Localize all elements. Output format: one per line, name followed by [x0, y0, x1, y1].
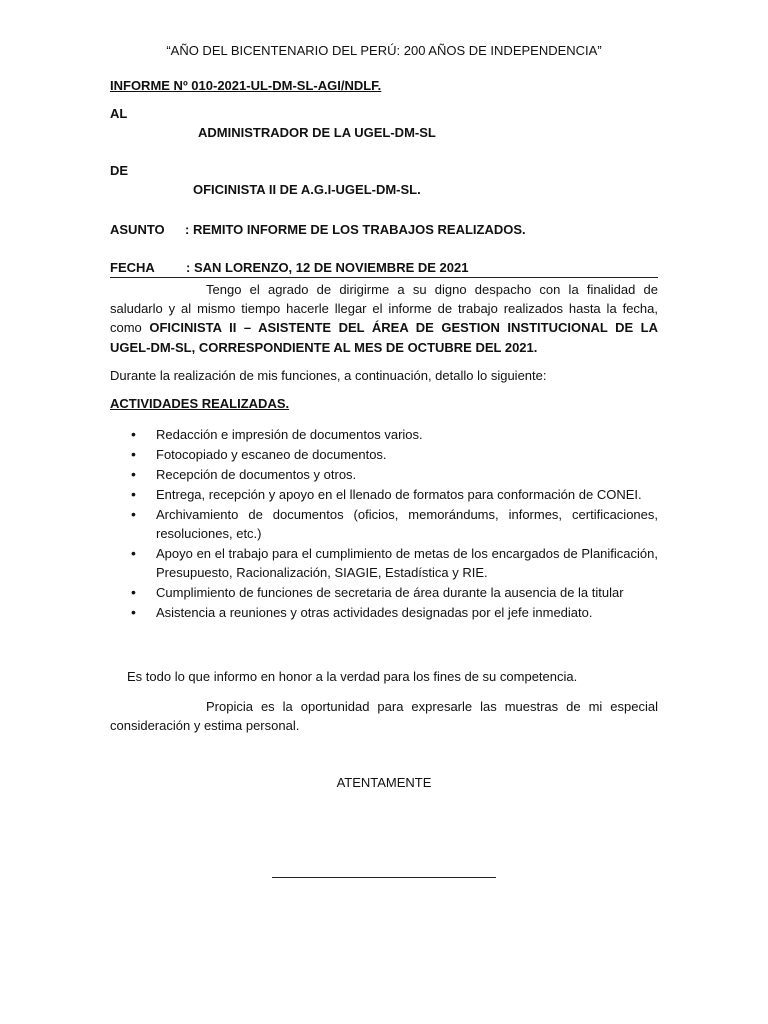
sign-off: ATENTAMENTE — [336, 775, 432, 790]
activity-text: Recepción de documentos y otros. — [156, 467, 357, 482]
date-value: : SAN LORENZO, 12 DE NOVIEMBRE DE 2021 — [186, 260, 469, 275]
activity-text: Asistencia a reuniones y otras actividades designadas por el jefe inmediato. — [156, 605, 593, 620]
from-label: DE — [110, 163, 129, 178]
activity-text: Archivamiento de documentos (oficios, memorándums, informes, certificaciones, resoluciones, etc.) — [156, 507, 658, 541]
activity-item — [110, 544, 658, 582]
closing-paragraph: Propicia es la oportunidad para expresarle las muestras de mi especial consideración y estima personal. — [110, 699, 658, 734]
report-number: INFORME Nº 010-2021-UL-DM-SL-AGI/NDLF. — [110, 78, 382, 93]
to-label: AL — [110, 106, 128, 121]
activity-item — [110, 485, 658, 504]
activity-text: Cumplimiento de funciones de secretaria de área durante la ausencia de la titular — [156, 585, 624, 600]
activity-text: Fotocopiado y escaneo de documentos. — [156, 447, 387, 462]
detail-line: Durante la realización de mis funciones, a continuación, detallo lo siguiente: — [110, 368, 547, 383]
activity-text: Entrega, recepción y apoyo en el llenado de formatos para conformación de CONEI. — [156, 487, 642, 502]
subject-label: ASUNTO — [110, 222, 165, 237]
activity-item — [110, 603, 658, 622]
intro-bold-text: OFICINISTA II – ASISTENTE DEL ÁREA DE GESTION INSTITUCIONAL DE LA UGEL-DM-SL, CORRESPONDIENTE AL MES DE OCTUBRE DEL 2021. — [110, 320, 658, 355]
activity-item — [110, 505, 658, 543]
intro-text: Tengo el agrado de dirigirme a su digno despacho con la finalidad de saludarlo y al mismo tiempo hacerle llegar el informe de trabajo realizados hasta la fecha, como — [110, 282, 658, 336]
bullet-icon: • — [131, 426, 136, 442]
bullet-icon: • — [131, 604, 136, 620]
bullet-icon: • — [131, 506, 136, 522]
signature-line — [272, 877, 496, 878]
bullet-icon: • — [131, 466, 136, 482]
bullet-icon: • — [131, 545, 136, 561]
subject-value: : REMITO INFORME DE LOS TRABAJOS REALIZADOS. — [185, 222, 526, 237]
activity-item — [110, 583, 658, 602]
date-label: FECHA — [110, 260, 155, 275]
to-value: ADMINISTRADOR DE LA UGEL-DM-SL — [198, 125, 436, 140]
header-divider — [110, 277, 658, 278]
activity-item — [110, 465, 658, 484]
year-motto: “AÑO DEL BICENTENARIO DEL PERÚ: 200 AÑOS DE INDEPENDENCIA” — [166, 43, 602, 58]
bullet-icon: • — [131, 446, 136, 462]
activity-text: Apoyo en el trabajo para el cumplimiento de metas de los encargados de Planificación, Presupuesto, Racionalización, SIAGIE, Estadística y RIE. — [156, 546, 658, 580]
activities-list — [110, 425, 658, 623]
bullet-icon: • — [131, 486, 136, 502]
activities-heading: ACTIVIDADES REALIZADAS. — [110, 396, 290, 411]
intro-paragraph — [110, 280, 658, 357]
bullet-icon: • — [131, 584, 136, 600]
activity-text: Redacción e impresión de documentos varios. — [156, 427, 423, 442]
from-value: OFICINISTA II DE A.G.I-UGEL-DM-SL. — [193, 182, 421, 197]
closing-line-1: Es todo lo que informo en honor a la verdad para los fines de su competencia. — [127, 669, 578, 684]
activity-item — [110, 445, 658, 464]
activity-item — [110, 425, 658, 444]
